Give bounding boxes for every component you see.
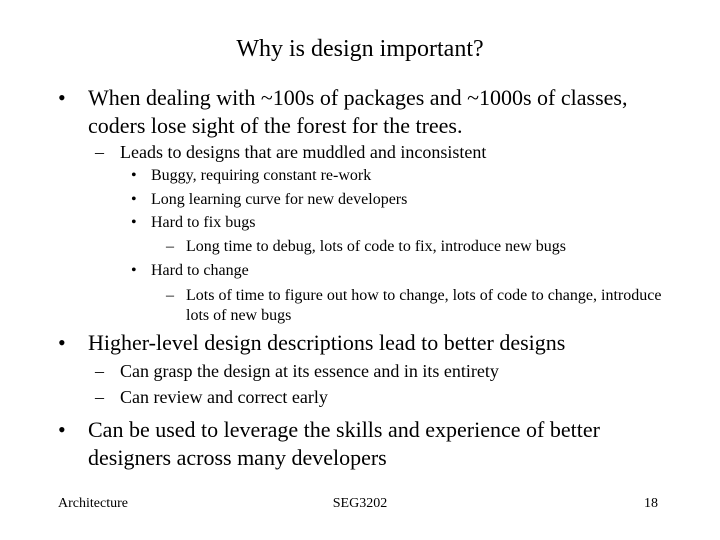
bullet-level2 <box>95 386 680 409</box>
bullet-level1 <box>58 416 658 472</box>
bullet-marker: • <box>58 330 66 355</box>
bullet-marker: • <box>58 85 66 110</box>
bullet-text: Leads to designs that are muddled and inconsistent <box>120 142 487 162</box>
bullet-text: Hard to fix bugs <box>151 214 256 231</box>
bullet-level3 <box>131 166 671 186</box>
dash-marker: – <box>95 142 104 162</box>
dash-marker: – <box>95 361 104 381</box>
dash-marker: – <box>95 387 104 407</box>
bullet-marker: • <box>131 167 137 184</box>
bullet-level1 <box>58 84 688 140</box>
bullet-text: Lots of time to figure out how to change, lots of code to change, introduce lots of new bugs <box>186 287 662 324</box>
bullet-text: Long learning curve for new developers <box>151 191 408 208</box>
bullet-marker: • <box>131 262 137 279</box>
slide-title: Why is design important? <box>236 36 484 62</box>
bullet-marker: • <box>131 214 137 231</box>
bullet-marker: • <box>131 191 137 208</box>
bullet-text: Hard to change <box>151 262 249 279</box>
bullet-text: Higher-level design descriptions lead to better designs <box>88 330 566 355</box>
bullet-marker: • <box>58 417 66 442</box>
bullet-level3 <box>131 261 671 281</box>
bullet-text: Can review and correct early <box>120 387 328 407</box>
bullet-level2 <box>95 360 680 383</box>
footer-center: SEG3202 <box>332 496 388 511</box>
bullet-level3 <box>131 190 671 210</box>
bullet-text: Long time to debug, lots of code to fix, introduce new bugs <box>186 238 566 255</box>
bullet-level3 <box>131 213 671 233</box>
footer-page-number: 18 <box>644 496 658 511</box>
bullet-text: Can be used to leverage the skills and experience of better designers across many developers <box>88 417 600 470</box>
bullet-level4 <box>166 237 686 257</box>
bullet-text: Can grasp the design at its essence and in its entirety <box>120 361 499 381</box>
bullet-level4 <box>166 286 666 326</box>
bullet-level2 <box>95 141 680 164</box>
bullet-text: Buggy, requiring constant re-work <box>151 167 372 184</box>
dash-marker: – <box>166 287 174 304</box>
footer-left: Architecture <box>58 496 128 511</box>
dash-marker: – <box>166 238 174 255</box>
bullet-level1 <box>58 329 688 357</box>
bullet-text: When dealing with ~100s of packages and ~1000s of classes, coders lose sight of the forest for the trees. <box>88 85 628 138</box>
